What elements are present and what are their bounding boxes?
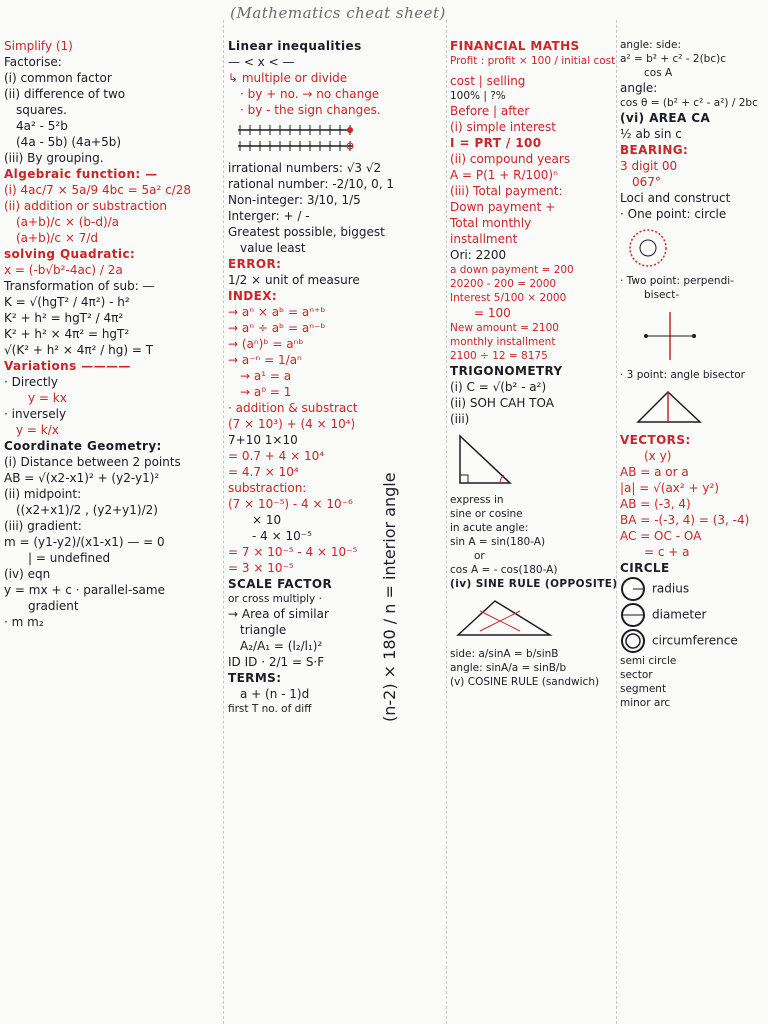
note-line: 067°: [632, 175, 661, 189]
note-line: √(K² + h² × 4π² / hg) = T: [4, 343, 154, 357]
note-line: [620, 602, 768, 628]
note-line: (x y): [644, 449, 672, 463]
note-line: A₂/A₁ = (l₂/l₁)²: [240, 639, 323, 653]
note-line: (iv) eqn: [4, 567, 51, 581]
note-line: 1/2 × unit of measure: [228, 273, 360, 287]
note-line: installment: [450, 232, 518, 246]
note-line: sine or cosine: [450, 508, 523, 520]
note-line: Profit : profit × 100 / initial cost: [450, 55, 616, 67]
note-line: first T no. of diff: [228, 703, 312, 715]
note-line: monthly installment: [450, 336, 556, 348]
note-line: ½ ab sin c: [620, 127, 682, 141]
note-line: cost | selling: [450, 74, 526, 88]
note-line: Transformation of sub: —: [4, 279, 155, 293]
note-line: angle: sinA/a = sinB/b: [450, 662, 567, 674]
perpendicular-bisector-icon: [620, 306, 720, 364]
note-line: TERMS:: [228, 671, 282, 685]
note-line: = 7 × 10⁻⁵ - 4 × 10⁻⁵: [228, 545, 358, 559]
note-line: sector: [620, 669, 653, 681]
note-line: gradient: [28, 599, 79, 613]
note-line: (i) C = √(b² - a²): [450, 380, 547, 394]
note-line: INDEX:: [228, 289, 278, 303]
note-line: Factorise:: [4, 55, 62, 69]
note-line: · One point: circle: [620, 207, 727, 221]
note-line: sin A = sin(180-A): [450, 536, 546, 548]
note-line: AC = OC - OA: [620, 529, 702, 543]
note-line: Interest 5/100 × 2000: [450, 292, 567, 304]
note-line: · by - the sign changes.: [240, 103, 381, 117]
note-line: I = PRT / 100: [450, 136, 542, 150]
note-line: bisect-: [644, 289, 680, 301]
column-area-vectors-circle: [620, 38, 768, 1024]
note-line: |a| = √(ax² + y²): [620, 481, 719, 495]
note-line: → a¹ = a: [240, 369, 292, 383]
note-line: → aⁿ ÷ aᵇ = aⁿ⁻ᵇ: [228, 321, 326, 335]
note-line: squares.: [16, 103, 67, 117]
note-line: (7 × 10⁻⁵) - 4 × 10⁻⁶: [228, 497, 353, 511]
note-line: (a+b)/c × 7/d: [16, 231, 99, 245]
note-line: (4a - 5b) (4a+5b): [16, 135, 122, 149]
note-line: · inversely: [4, 407, 67, 421]
note-line: (iii): [450, 412, 470, 426]
note-line: (ii) difference of two: [4, 87, 126, 101]
note-line: CIRCLE: [620, 561, 670, 575]
note-line: | = undefined: [28, 551, 111, 565]
note-line: 100% | ?%: [450, 90, 506, 102]
note-line: Down payment +: [450, 200, 556, 214]
note-line: — < x < —: [228, 55, 295, 69]
note-line: TRIGONOMETRY: [450, 364, 563, 378]
note-line: Non-integer: 3/10, 1/5: [228, 193, 361, 207]
note-line: or cross multiply ·: [228, 593, 322, 605]
note-line: (iii) gradient:: [4, 519, 82, 533]
note-line: 3 digit 00: [620, 159, 678, 173]
column-algebra: [4, 38, 220, 1024]
column-divider: [446, 20, 447, 1024]
note-line: minor arc: [620, 697, 671, 709]
note-line: = c + a: [644, 545, 690, 559]
note-line: (ii) SOH CAH TOA: [450, 396, 554, 410]
note-line: (a+b)/c × (b-d)/a: [16, 215, 120, 229]
note-line: triangle: [240, 623, 287, 637]
note-line: · addition & substract: [228, 401, 358, 415]
note-line: 20200 - 200 = 2000: [450, 278, 557, 290]
note-line: AB = √(x2-x1)² + (y2-y1)²: [4, 471, 160, 485]
note-line: Loci and construct: [620, 191, 731, 205]
note-line: · m m₂: [4, 615, 44, 629]
note-line: substraction:: [228, 481, 307, 495]
page-title: (Mathematics cheat sheet): [230, 4, 446, 22]
note-line: y = kx: [28, 391, 67, 405]
circumference-icon: [620, 628, 648, 654]
note-line: rational number: -2/10, 0, 1: [228, 177, 395, 191]
note-line: · Directly: [4, 375, 58, 389]
note-line: (i) 4ac/7 × 5a/9 4bc = 5a² c/28: [4, 183, 191, 197]
note-line: 2100 ÷ 12 = 8175: [450, 350, 548, 362]
sine-rule-triangle-icon: [450, 595, 560, 643]
note-line: solving Quadratic:: [4, 247, 136, 261]
note-line: Before | after: [450, 104, 530, 118]
note-line: SCALE FACTOR: [228, 577, 333, 591]
radius-icon: [620, 576, 648, 602]
note-line: in acute angle:: [450, 522, 529, 534]
note-line: y = mx + c · parallel-same: [4, 583, 165, 597]
circle-part-label: diameter: [652, 607, 707, 622]
note-line: cos A = - cos(180-A): [450, 564, 558, 576]
note-line: BA = -(-3, 4) = (3, -4): [620, 513, 750, 527]
circle-part-label: circumference: [652, 633, 738, 648]
note-line: Total monthly: [450, 216, 532, 230]
note-line: K² + h² × 4π² = hgT²: [4, 327, 130, 341]
note-line: · 3 point: angle bisector: [620, 369, 745, 381]
note-line: = 4.7 × 10⁴: [228, 465, 299, 479]
note-line: - 4 × 10⁻⁵: [252, 529, 312, 543]
note-line: (ii) compound years: [450, 152, 571, 166]
note-line: → (aⁿ)ᵇ = aⁿᵇ: [228, 337, 304, 351]
note-line: VECTORS:: [620, 433, 691, 447]
column-inequalities-index: [228, 38, 444, 1024]
note-line: (i) simple interest: [450, 120, 556, 134]
note-line: (iv) SINE RULE (OPPOSITE): [450, 578, 618, 590]
note-line: (ii) addition or substraction: [4, 199, 167, 213]
note-line: → a⁰ = 1: [240, 385, 292, 399]
note-line: 7+10 1×10: [228, 433, 298, 447]
note-line: Ori: 2200: [450, 248, 507, 262]
note-line: side: a/sinA = b/sinB: [450, 648, 559, 660]
note-line: (i) common factor: [4, 71, 112, 85]
note-line: BEARING:: [620, 143, 689, 157]
column-financial-trig: [450, 38, 620, 1024]
note-line: ↳ multiple or divide: [228, 71, 348, 85]
note-line: (i) Distance between 2 points: [4, 455, 181, 469]
note-line: y = k/x: [16, 423, 59, 437]
note-line: cos θ = (b² + c² - a²) / 2bc: [620, 97, 758, 109]
number-line-figure: [228, 122, 378, 156]
note-line: → a⁻ⁿ = 1/aⁿ: [228, 353, 302, 367]
note-line: → Area of similar: [228, 607, 329, 621]
note-line: x = (-b√b²-4ac) / 2a: [4, 263, 123, 277]
note-line: = 3 × 10⁻⁵: [228, 561, 294, 575]
note-line: A = P(1 + R/100)ⁿ: [450, 168, 558, 182]
note-line: ((x2+x1)/2 , (y2+y1)/2): [16, 503, 158, 517]
note-line: (ii) midpoint:: [4, 487, 82, 501]
note-line: ID ID · 2/1 = S·F: [228, 655, 325, 669]
note-line: a + (n - 1)d: [240, 687, 310, 701]
note-line: [620, 576, 768, 602]
note-line: segment: [620, 683, 667, 695]
note-line: AB = a or a: [620, 465, 689, 479]
note-line: or: [474, 550, 485, 562]
note-line: × 10: [252, 513, 282, 527]
note-line: express in: [450, 494, 504, 506]
note-line: Coordinate Geometry:: [4, 439, 162, 453]
note-line: Greatest possible, biggest: [228, 225, 385, 239]
note-line: semi circle: [620, 655, 677, 667]
note-line: = 100: [474, 306, 511, 320]
note-line: Simplify (1): [4, 39, 73, 53]
note-line: New amount = 2100: [450, 322, 559, 334]
note-line: (iii) Total payment:: [450, 184, 563, 198]
one-point-circle-icon: [620, 226, 680, 270]
note-line: (vi) AREA CA: [620, 111, 711, 125]
note-line: angle: side:: [620, 39, 682, 51]
note-line: a down payment = 200: [450, 264, 574, 276]
note-line: · Two point: perpendi-: [620, 275, 734, 287]
note-line: Algebraic function: —: [4, 167, 158, 181]
note-line: · by + no. → no change: [240, 87, 380, 101]
note-line: 4a² - 5²b: [16, 119, 68, 133]
diameter-icon: [620, 602, 648, 628]
note-line: → aⁿ × aᵇ = aⁿ⁺ᵇ: [228, 305, 326, 319]
note-line: FINANCIAL MATHS: [450, 39, 580, 53]
note-line: K = √(hgT² / 4π²) - h²: [4, 295, 130, 309]
note-line: K² + h² = hgT² / 4π²: [4, 311, 124, 325]
note-line: [620, 628, 768, 654]
note-line: (7 × 10³) + (4 × 10⁴): [228, 417, 356, 431]
right-triangle-icon: [450, 431, 530, 489]
note-line: m = (y1-y2)/(x1-x1) — = 0: [4, 535, 165, 549]
note-line: (v) COSINE RULE (sandwich): [450, 676, 600, 688]
interior-angle-formula: [380, 472, 404, 722]
note-line: cos A: [644, 67, 673, 79]
note-line: Linear inequalities: [228, 39, 362, 53]
note-line: a² = b² + c² - 2(bc)c: [620, 53, 726, 65]
note-line: angle:: [620, 81, 658, 95]
note-line: irrational numbers: √3 √2: [228, 161, 382, 175]
note-line: Variations ————: [4, 359, 131, 373]
note-line: ERROR:: [228, 257, 282, 271]
circle-part-label: radius: [652, 581, 690, 596]
interior-angle-label: (n-2) × 180 / n = interior angle: [380, 472, 399, 722]
note-line: value least: [240, 241, 306, 255]
note-line: (iii) By grouping.: [4, 151, 104, 165]
angle-bisector-triangle-icon: [620, 386, 720, 428]
note-line: AB = (-3, 4): [620, 497, 691, 511]
column-divider: [223, 20, 224, 1024]
note-line: Interger: + / -: [228, 209, 310, 223]
note-line: = 0.7 + 4 × 10⁴: [228, 449, 325, 463]
